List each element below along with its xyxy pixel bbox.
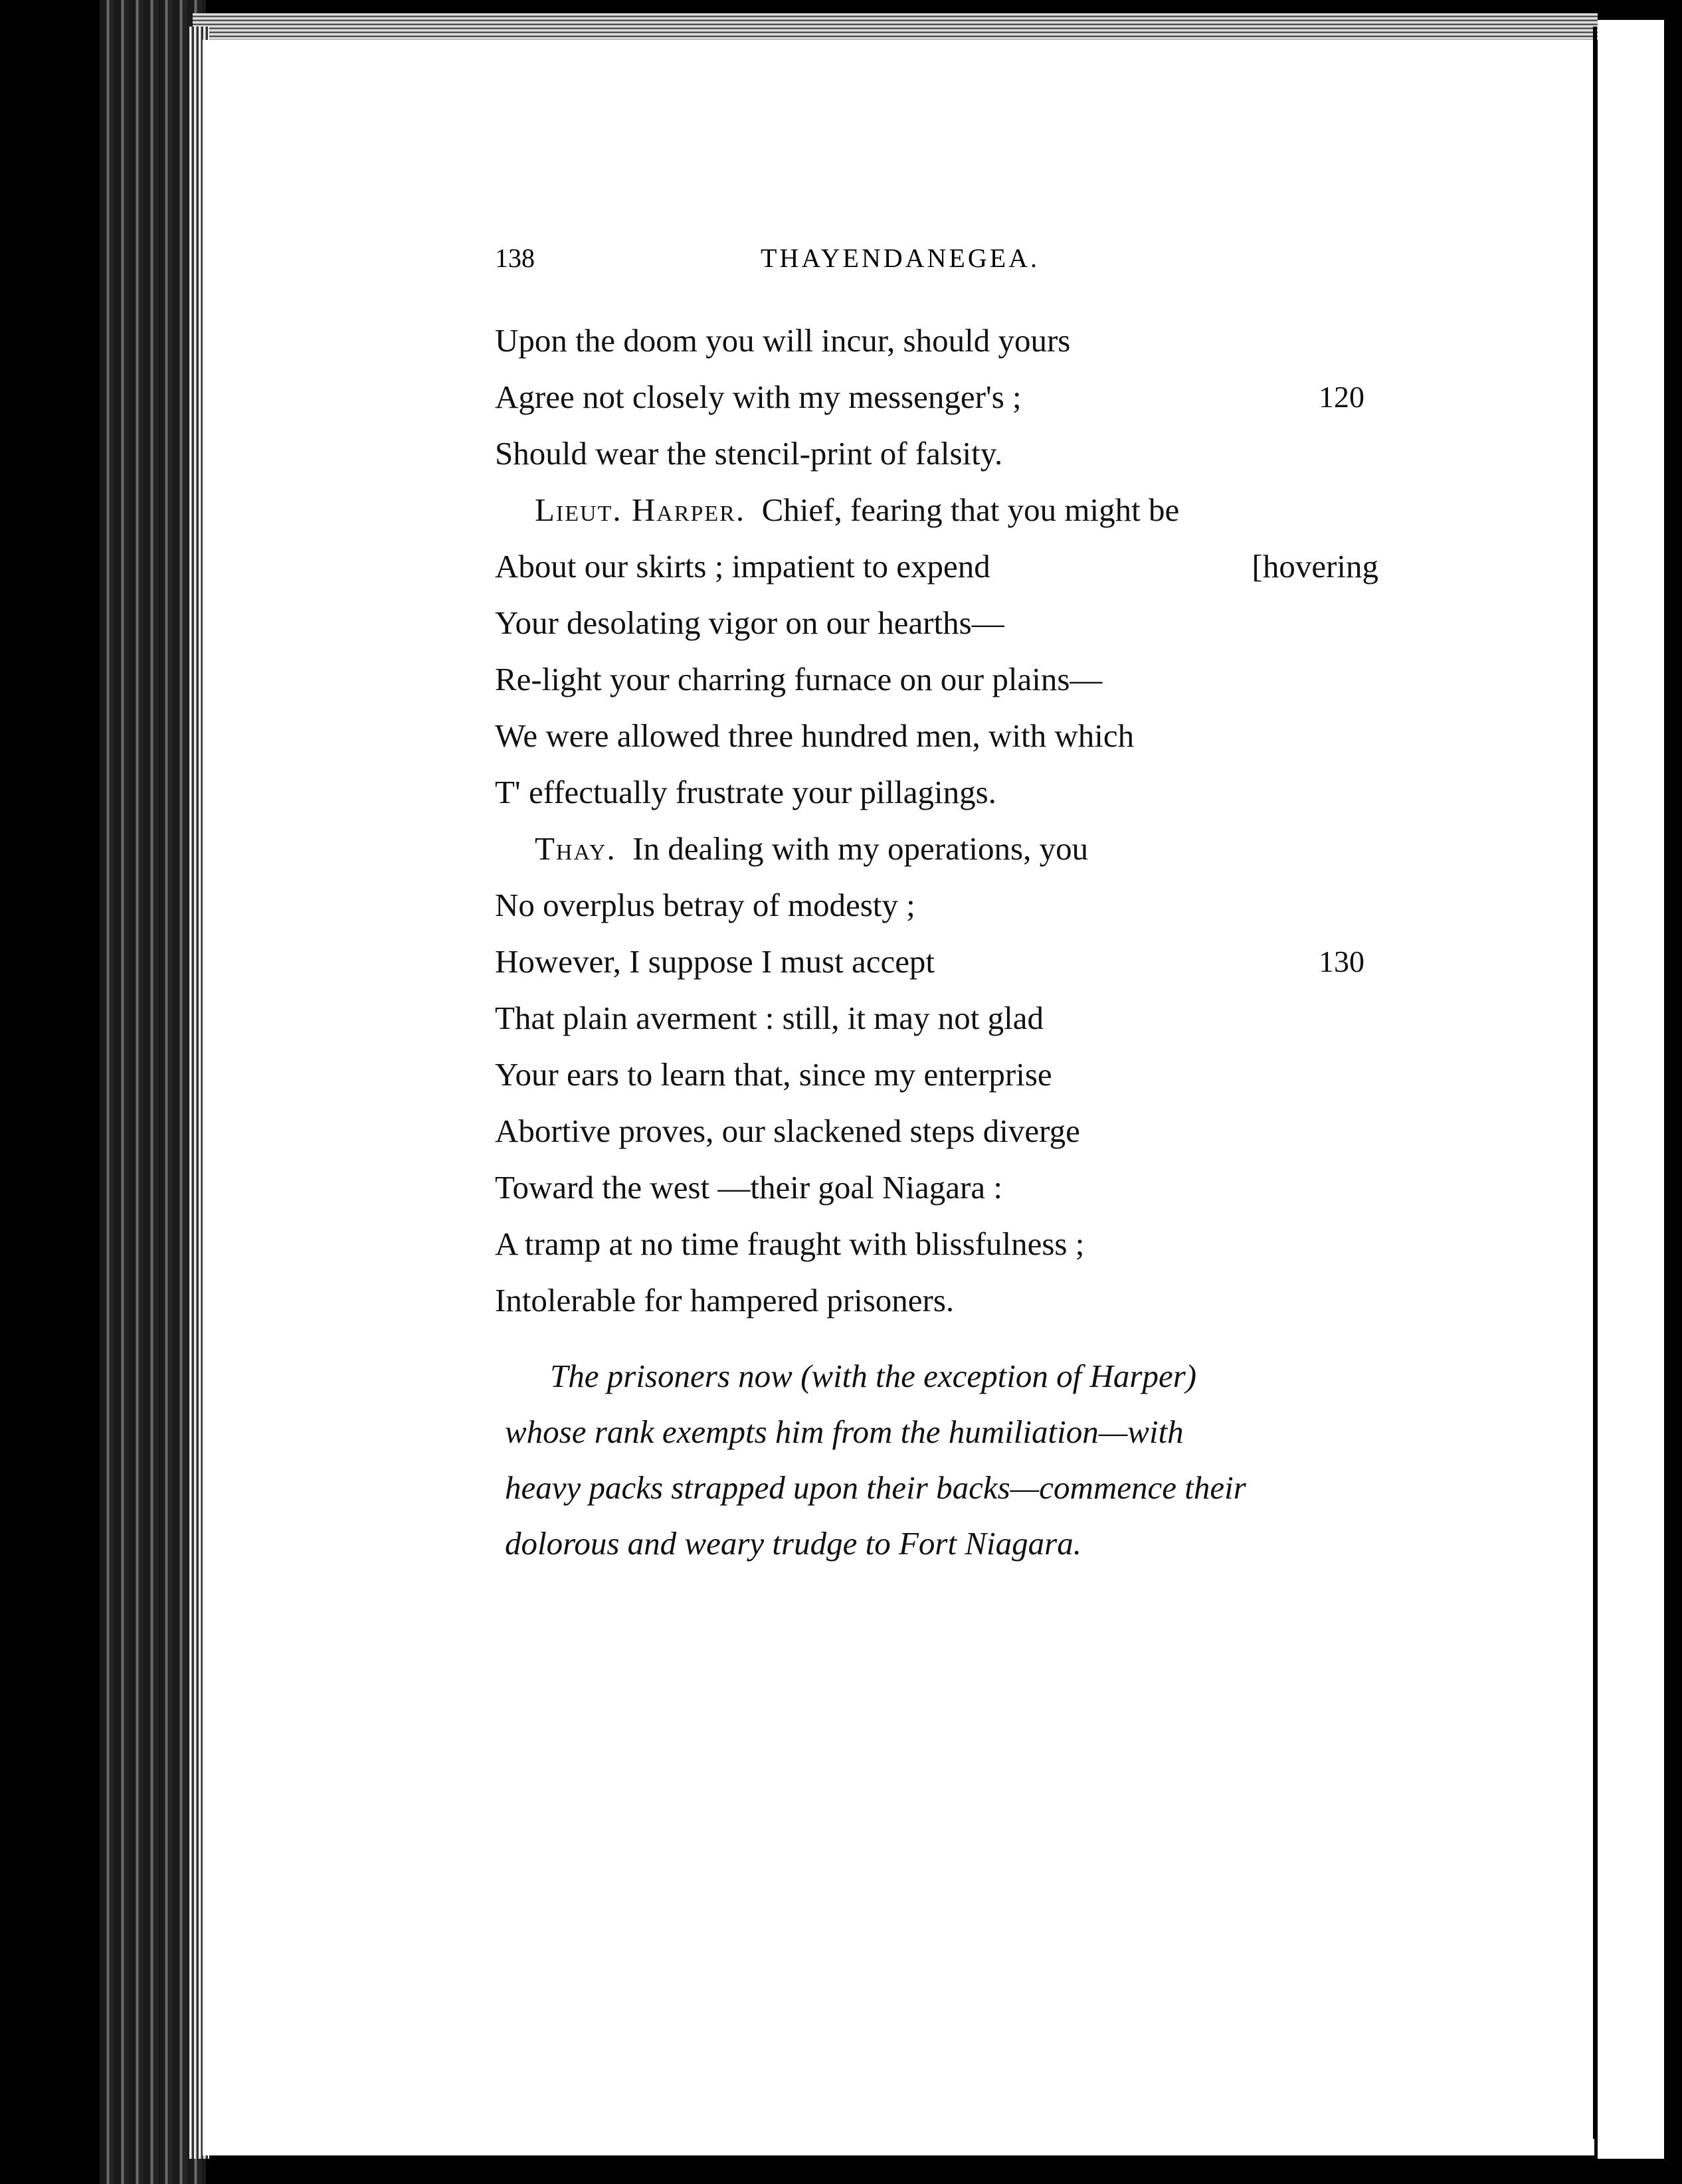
- verse-line: [495, 764, 1398, 820]
- verse-text: Chief, fearing that you might be: [761, 492, 1180, 528]
- line-number: 120: [1319, 380, 1364, 414]
- verse-line: [495, 1216, 1398, 1272]
- verse-line: [495, 312, 1398, 369]
- page-top-edges: [193, 13, 1598, 40]
- verse-text: However, I suppose I must accept: [495, 943, 935, 980]
- stage-direction-line: heavy packs strapped upon their backs—commence their: [505, 1469, 1246, 1506]
- verse-text: Intolerable for hampered prisoners.: [495, 1282, 955, 1319]
- verse-text: A tramp at no time fraught with blissfulness ;: [495, 1226, 1085, 1262]
- verse-text: No overplus betray of modesty ;: [495, 887, 915, 923]
- verse-line: [495, 1103, 1398, 1159]
- verse-line: [495, 369, 1398, 425]
- verse-line: [495, 1159, 1398, 1216]
- verse-line: [495, 877, 1398, 933]
- line-number: 130: [1319, 945, 1364, 978]
- verse-text: That plain averment : still, it may not glad: [495, 1000, 1044, 1036]
- stage-direction: [505, 1348, 1395, 1572]
- speaker-name: Lieut. Harper.: [535, 492, 746, 528]
- speaker-name: Thay.: [535, 830, 616, 867]
- verse-text: Should wear the stencil-print of falsity.: [495, 435, 1003, 472]
- verse-line: [495, 482, 1398, 538]
- verse-text: Abortive proves, our slackened steps diverge: [495, 1113, 1080, 1149]
- facing-page: [1598, 20, 1664, 2159]
- verse-line: [495, 425, 1398, 482]
- verse-text: Your desolating vigor on our hearths—: [495, 604, 1004, 641]
- verse-text: In dealing with my operations, you: [632, 830, 1089, 867]
- verse-line: [495, 1272, 1398, 1328]
- page-number: 138: [495, 243, 535, 273]
- verse-text: We were allowed three hundred men, with which: [495, 717, 1135, 754]
- verse-text: Upon the doom you will incur, should yours: [495, 322, 1071, 359]
- verse-line: [495, 990, 1398, 1046]
- gutter-shadow: [1593, 27, 1597, 2139]
- verse-text: Your ears to learn that, since my enterprise: [495, 1056, 1052, 1093]
- stage-direction-line: whose rank exempts him from the humiliation—with: [505, 1413, 1184, 1450]
- verse-text: Toward the west —their goal Niagara :: [495, 1169, 1002, 1206]
- verse-line: [495, 933, 1398, 990]
- verse-line: [495, 1046, 1398, 1103]
- verse-line: [495, 538, 1398, 594]
- running-head: THAYENDANEGEA.: [761, 243, 1040, 273]
- verse-text: About our skirts ; impatient to expend: [495, 548, 990, 585]
- page-header: [495, 242, 1385, 282]
- verse-text: Re-light your charring furnace on our plains—: [495, 661, 1103, 697]
- poem-text: [495, 312, 1398, 1328]
- verse-line: [495, 594, 1398, 651]
- verse-text: T' effectually frustrate your pillagings.: [495, 774, 996, 810]
- verse-text: Agree not closely with my messenger's ;: [495, 379, 1022, 415]
- stage-direction-line: The prisoners now (with the exception of Harper): [550, 1358, 1197, 1394]
- stage-direction-line: dolorous and weary trudge to Fort Niagara.: [505, 1525, 1081, 1562]
- turnover-word: [hovering: [1252, 548, 1378, 585]
- verse-line: [495, 651, 1398, 707]
- verse-line: [495, 820, 1398, 877]
- verse-line: [495, 707, 1398, 764]
